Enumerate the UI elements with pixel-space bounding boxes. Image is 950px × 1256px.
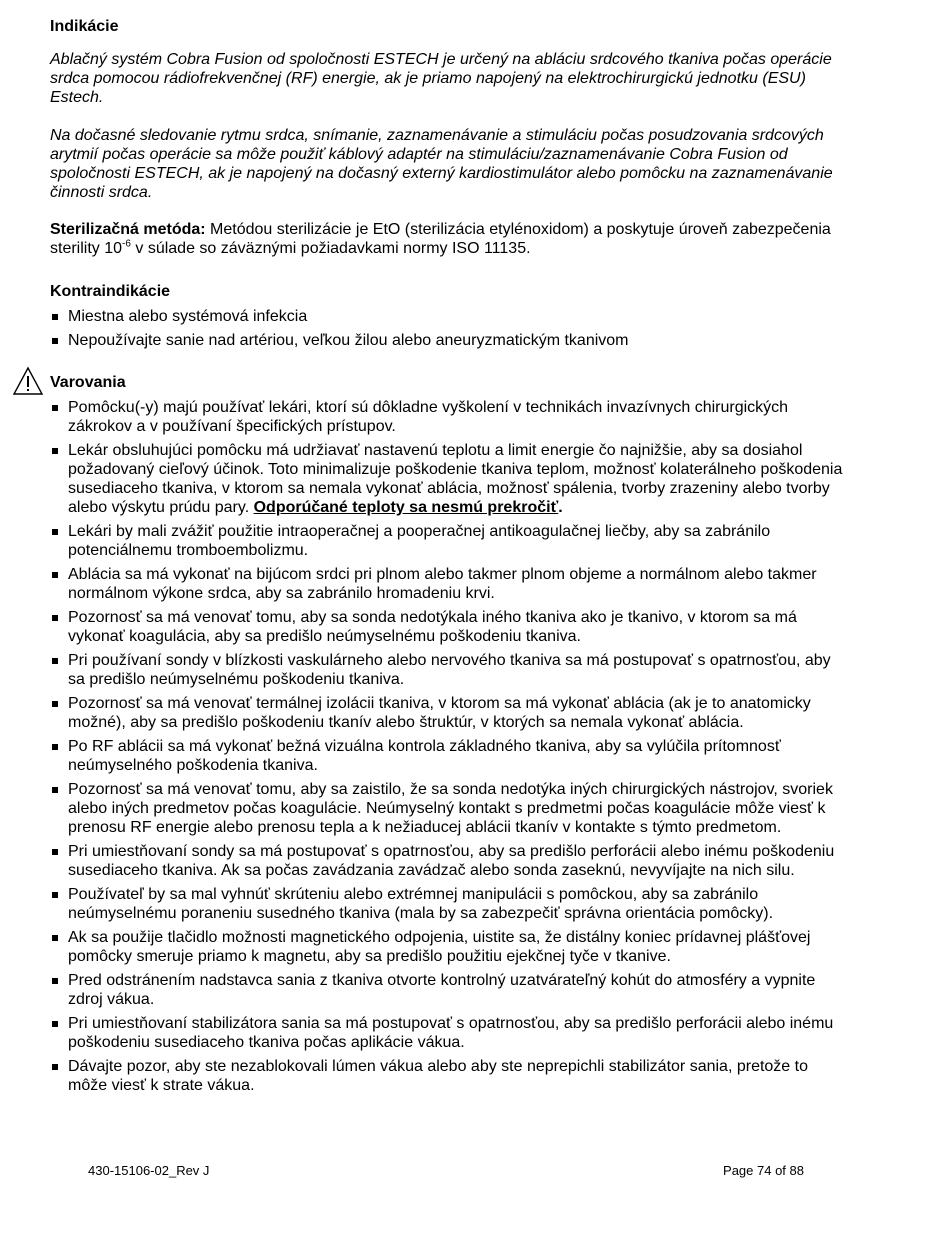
bullet-icon xyxy=(52,701,58,707)
list-item: Pri používaní sondy v blízkosti vaskulárneho alebo nervového tkaniva sa má postupovať s opatrnosťou, aby sa predišlo neúmyselnému poškodeniu tkaniva. xyxy=(50,651,850,689)
list-item: Ak sa použije tlačidlo možnosti magnetického odpojenia, uistite sa, že distálny koniec prídavnej plášťovej pomôcky smeruje priamo k magnetu, aby sa predišlo použitiu ejekčnej tyče v tkanive. xyxy=(50,928,850,966)
contraindications-heading: Kontraindikácie xyxy=(50,283,171,300)
indications-paragraph-2: Na dočasné sledovanie rytmu srdca, snímanie, zaznamenávanie a stimuláciu počas posudzovania srdcových arytmií počas operácie sa môže použiť káblový adaptér na stimuláciu/zaznamenávanie Cobra Fusion od spoločnosti ESTECH, ak je napojený na dočasný externý kardiostimulátor alebo pomôcku na zaznamenávanie činnosti srdca. xyxy=(50,127,833,201)
indications-paragraph-1: Ablačný systém Cobra Fusion od spoločnosti ESTECH je určený na abláciu srdcového tkaniva počas operácie srdca pomocou rádiofrekvenčnej (RF) energie, ak je priamo napojený na elektrochirurgickú jednotku (ESU) Estech. xyxy=(50,51,832,106)
bullet-icon xyxy=(52,615,58,621)
list-item: Lekári by mali zvážiť použitie intraoperačnej a pooperačnej antikoagulačnej liečby, aby sa zabránilo potenciálnemu tromboembolizmu. xyxy=(50,522,850,560)
page-footer xyxy=(88,1163,804,1178)
list-item: Pri umiestňovaní sondy sa má postupovať s opatrnosťou, aby sa predišlo perforácii alebo inému poškodeniu susediaceho tkaniva. Ak sa počas zavádzania zavádzač alebo sonda zaseknú, nevyvíjajte na nich silu. xyxy=(50,842,850,880)
bullet-icon xyxy=(52,744,58,750)
bullet-icon xyxy=(52,787,58,793)
sterilization-label: Sterilizačná metóda: xyxy=(50,221,206,238)
bullet-icon xyxy=(52,448,58,454)
list-item: Dávajte pozor, aby ste nezablokovali lúmen vákua alebo aby ste neprepichli stabilizátor sania, pretože to môže viesť k strate vákua. xyxy=(50,1057,850,1095)
bullet-icon xyxy=(52,1064,58,1070)
list-item: Pozornosť sa má venovať tomu, aby sa sonda nedotýkala iného tkaniva ako je tkanivo, v ktorom sa má vykonať koagulácia, aby sa predišlo neúmyselnému poškodeniu tkaniva. xyxy=(50,608,850,646)
bullet-icon xyxy=(52,935,58,941)
list-item: Ablácia sa má vykonať na bijúcom srdci pri plnom alebo takmer plnom objeme a normálnom alebo takmer normálnom výkone srdca, aby sa zabránilo hromadeniu krvi. xyxy=(50,565,850,603)
list-item: Pozornosť sa má venovať tomu, aby sa zaistilo, že sa sonda nedotýka iných chirurgických nástrojov, svoriek alebo iných predmetov počas koagulácie. Neúmyselný kontakt s predmetmi počas koagulácie môže viesť k prenosu RF energie alebo prenosu tepla a k nežiaducej ablácii tkanív v kontakte s týmto predmetom. xyxy=(50,780,850,837)
list-item: Pri umiestňovaní stabilizátora sania sa má postupovať s opatrnosťou, aby sa predišlo perforácii alebo inému poškodeniu susediaceho tkaniva počas aplikácie vákua. xyxy=(50,1014,850,1052)
bullet-icon xyxy=(52,405,58,411)
indications-section xyxy=(50,16,850,202)
document-page xyxy=(50,16,850,1100)
list-item: Pomôcku(-y) majú používať lekári, ktorí sú dôkladne vyškolení v technikách invazívnych chirurgických zákrokov a v používaní špecifických prístupov. xyxy=(50,398,850,436)
sterilization-paragraph xyxy=(50,220,850,258)
list-item: Používateľ by sa mal vyhnúť skrúteniu alebo extrémnej manipulácii s pomôckou, aby sa zabránilo neúmyselnému poraneniu susedného tkaniva (mala by sa zabezpečiť správna orientácia pomôcky). xyxy=(50,885,850,923)
warnings-list xyxy=(50,398,850,1095)
bullet-icon xyxy=(52,849,58,855)
warnings-section xyxy=(50,372,850,1095)
list-item: Nepoužívajte sanie nad artériou, veľkou žilou alebo aneuryzmatickým tkanivom xyxy=(50,331,850,350)
contraindications-section xyxy=(50,281,850,350)
indications-heading: Indikácie xyxy=(50,18,119,35)
bullet-icon xyxy=(52,892,58,898)
list-item: Po RF ablácii sa má vykonať bežná vizuálna kontrola základného tkaniva, aby sa vylúčila prítomnosť neúmyselného poškodenia tkaniva. xyxy=(50,737,850,775)
bullet-icon xyxy=(52,978,58,984)
bullet-icon xyxy=(52,658,58,664)
list-item: Miestna alebo systémová infekcia xyxy=(50,307,850,326)
list-item: Pred odstránením nadstavca sania z tkaniva otvorte kontrolný uzatvárateľný kohút do atmosféry a vypnite zdroj vákua. xyxy=(50,971,850,1009)
list-item: Pozornosť sa má venovať termálnej izolácii tkaniva, v ktorom sa má vykonať ablácia (ak je to anatomicky možné), aby sa predišlo poškodeniu tkanív alebo štruktúr, v ktorých sa nemala vykonať ablácia. xyxy=(50,694,850,732)
contraindications-list xyxy=(50,307,850,350)
sterility-exponent: -6 xyxy=(122,238,131,250)
warnings-heading: Varovania xyxy=(50,374,126,391)
bullet-icon xyxy=(52,572,58,578)
sterilization-text-end: v súlade so záväznými požiadavkami normy ISO 11135. xyxy=(130,240,531,257)
bullet-icon xyxy=(52,1021,58,1027)
bullet-icon xyxy=(52,314,58,320)
document-number: 430-15106-02_Rev J xyxy=(88,1163,210,1178)
bullet-icon xyxy=(52,338,58,344)
bullet-icon xyxy=(52,529,58,535)
page-number: Page 74 of 88 xyxy=(723,1163,804,1178)
temperature-warning-emphasis: Odporúčané teploty sa nesmú prekročiť xyxy=(253,499,559,516)
warning-triangle-icon xyxy=(12,366,44,396)
sterilization-text: Metódou sterilizácie je EtO (sterilizácia etylénoxidom) a poskytuje úroveň zabezpečenia sterility 10 xyxy=(50,221,831,257)
list-item: Lekár obsluhujúci pomôcku má udržiavať nastavenú teplotu a limit energie čo najnižšie, aby sa dosiahol požadovaný cieľový účinok. Toto minimalizuje poškodenie tkaniva teplom, možnosť kolaterálneho poškodenia susediaceho tkaniva, v ktorom sa nemala vykonať ablácia, možnosť spálenia, tvorby zrazeniny alebo tvorby alebo výskytu prúdu pary. Odporúčané teploty sa nesmú prekročiť. xyxy=(50,441,850,517)
